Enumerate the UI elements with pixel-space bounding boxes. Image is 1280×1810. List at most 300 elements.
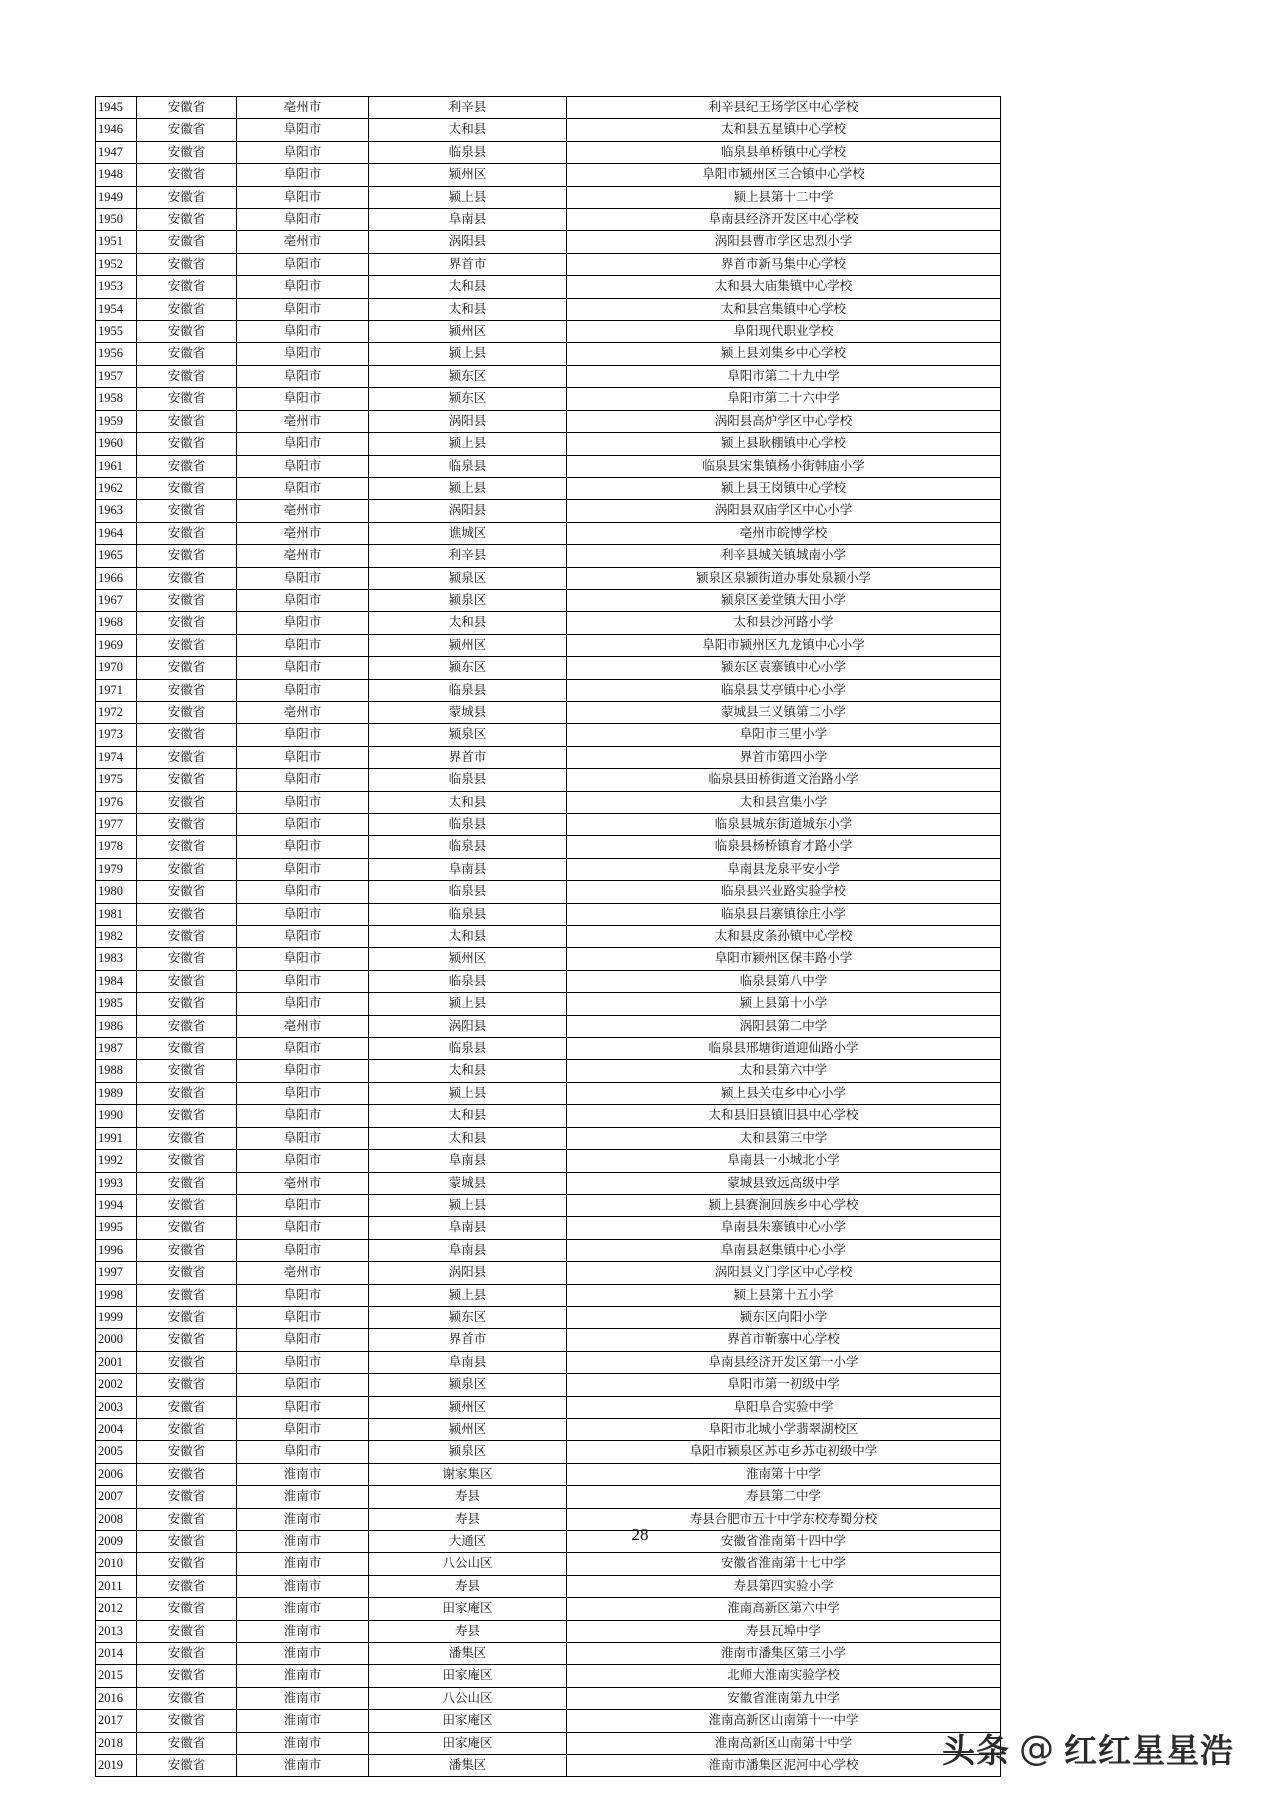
cell-row-index: 1982 <box>96 926 137 948</box>
cell-city: 阜阳市 <box>237 365 369 387</box>
cell-city: 阜阳市 <box>237 1418 369 1440</box>
cell-city: 阜阳市 <box>237 567 369 589</box>
cell-county: 八公山区 <box>369 1553 567 1575</box>
cell-row-index: 1987 <box>96 1038 137 1060</box>
table-row <box>96 1687 1001 1709</box>
cell-row-index: 1994 <box>96 1194 137 1216</box>
cell-county: 太和县 <box>369 1105 567 1127</box>
cell-county: 太和县 <box>369 926 567 948</box>
cell-province: 安徽省 <box>137 836 237 858</box>
cell-row-index: 2014 <box>96 1643 137 1665</box>
cell-city: 阜阳市 <box>237 858 369 880</box>
cell-school-name: 太和县沙河路小学 <box>567 612 1001 634</box>
cell-school-name: 阜阳市第一初级中学 <box>567 1374 1001 1396</box>
cell-province: 安徽省 <box>137 970 237 992</box>
cell-county: 颍泉区 <box>369 589 567 611</box>
cell-province: 安徽省 <box>137 814 237 836</box>
cell-school-name: 利辛县城关镇城南小学 <box>567 545 1001 567</box>
cell-row-index: 1959 <box>96 410 137 432</box>
cell-county: 太和县 <box>369 791 567 813</box>
cell-school-name: 阜阳市颍州区保丰路小学 <box>567 948 1001 970</box>
cell-city: 阜阳市 <box>237 1374 369 1396</box>
cell-row-index: 1993 <box>96 1172 137 1194</box>
cell-province: 安徽省 <box>137 1150 237 1172</box>
cell-county: 临泉县 <box>369 455 567 477</box>
cell-province: 安徽省 <box>137 634 237 656</box>
cell-province: 安徽省 <box>137 1620 237 1642</box>
cell-city: 阜阳市 <box>237 814 369 836</box>
cell-province: 安徽省 <box>137 1239 237 1261</box>
cell-city: 淮南市 <box>237 1687 369 1709</box>
cell-row-index: 1989 <box>96 1082 137 1104</box>
cell-school-name: 淮南高新区山南第十一中学 <box>567 1710 1001 1732</box>
cell-county: 潘集区 <box>369 1755 567 1777</box>
cell-row-index: 1988 <box>96 1060 137 1082</box>
cell-school-name: 太和县皮条孙镇中心学校 <box>567 926 1001 948</box>
cell-row-index: 1963 <box>96 500 137 522</box>
cell-row-index: 1962 <box>96 477 137 499</box>
cell-city: 阜阳市 <box>237 1082 369 1104</box>
cell-county: 临泉县 <box>369 141 567 163</box>
cell-province: 安徽省 <box>137 522 237 544</box>
cell-province: 安徽省 <box>137 993 237 1015</box>
cell-city: 阜阳市 <box>237 343 369 365</box>
table-row <box>96 1463 1001 1485</box>
table-row <box>96 410 1001 432</box>
cell-county: 田家庵区 <box>369 1598 567 1620</box>
cell-city: 亳州市 <box>237 545 369 567</box>
cell-row-index: 1954 <box>96 298 137 320</box>
cell-county: 颍上县 <box>369 1082 567 1104</box>
cell-row-index: 1974 <box>96 746 137 768</box>
cell-row-index: 2006 <box>96 1463 137 1485</box>
cell-row-index: 2008 <box>96 1508 137 1530</box>
table-row <box>96 1306 1001 1328</box>
cell-province: 安徽省 <box>137 343 237 365</box>
cell-city: 阜阳市 <box>237 141 369 163</box>
cell-county: 颍州区 <box>369 1396 567 1418</box>
cell-province: 安徽省 <box>137 1015 237 1037</box>
cell-province: 安徽省 <box>137 97 237 119</box>
table-row <box>96 1150 1001 1172</box>
cell-province: 安徽省 <box>137 1553 237 1575</box>
cell-county: 寿县 <box>369 1575 567 1597</box>
cell-county: 利辛县 <box>369 545 567 567</box>
cell-city: 阜阳市 <box>237 1194 369 1216</box>
cell-province: 安徽省 <box>137 1127 237 1149</box>
cell-school-name: 临泉县城东街道城东小学 <box>567 814 1001 836</box>
cell-row-index: 2012 <box>96 1598 137 1620</box>
table-row <box>96 612 1001 634</box>
cell-province: 安徽省 <box>137 926 237 948</box>
cell-school-name: 颍泉区姜堂镇大田小学 <box>567 589 1001 611</box>
cell-province: 安徽省 <box>137 433 237 455</box>
cell-school-name: 太和县大庙集镇中心学校 <box>567 276 1001 298</box>
cell-city: 淮南市 <box>237 1598 369 1620</box>
cell-row-index: 1971 <box>96 679 137 701</box>
cell-city: 阜阳市 <box>237 164 369 186</box>
table-row <box>96 1351 1001 1373</box>
cell-city: 阜阳市 <box>237 881 369 903</box>
cell-province: 安徽省 <box>137 1598 237 1620</box>
cell-county: 颍州区 <box>369 321 567 343</box>
table-row <box>96 858 1001 880</box>
cell-province: 安徽省 <box>137 1665 237 1687</box>
table-row <box>96 1239 1001 1261</box>
table-row <box>96 253 1001 275</box>
cell-school-name: 太和县宫集小学 <box>567 791 1001 813</box>
cell-row-index: 1951 <box>96 231 137 253</box>
cell-county: 太和县 <box>369 612 567 634</box>
cell-city: 阜阳市 <box>237 1217 369 1239</box>
cell-city: 亳州市 <box>237 701 369 723</box>
cell-row-index: 1973 <box>96 724 137 746</box>
cell-county: 阜南县 <box>369 209 567 231</box>
cell-row-index: 1952 <box>96 253 137 275</box>
cell-school-name: 临泉县兴业路实验学校 <box>567 881 1001 903</box>
table-row <box>96 119 1001 141</box>
cell-city: 淮南市 <box>237 1643 369 1665</box>
cell-row-index: 2016 <box>96 1687 137 1709</box>
cell-school-name: 阜阳市颍州区九龙镇中心小学 <box>567 634 1001 656</box>
cell-city: 阜阳市 <box>237 1105 369 1127</box>
watermark-at-icon: @ <box>1019 1728 1055 1769</box>
table-row <box>96 701 1001 723</box>
table-row <box>96 567 1001 589</box>
table-row <box>96 657 1001 679</box>
cell-province: 安徽省 <box>137 1396 237 1418</box>
cell-city: 阜阳市 <box>237 1150 369 1172</box>
cell-province: 安徽省 <box>137 388 237 410</box>
cell-province: 安徽省 <box>137 589 237 611</box>
cell-school-name: 太和县旧县镇旧县中心学校 <box>567 1105 1001 1127</box>
table-row <box>96 634 1001 656</box>
cell-school-name: 颍上县赛涧回族乡中心学校 <box>567 1194 1001 1216</box>
table-row <box>96 769 1001 791</box>
cell-city: 阜阳市 <box>237 388 369 410</box>
cell-province: 安徽省 <box>137 186 237 208</box>
cell-city: 阜阳市 <box>237 276 369 298</box>
cell-province: 安徽省 <box>137 253 237 275</box>
cell-school-name: 颍东区向阳小学 <box>567 1306 1001 1328</box>
cell-school-name: 临泉县邢塘街道迎仙路小学 <box>567 1038 1001 1060</box>
cell-row-index: 2003 <box>96 1396 137 1418</box>
cell-county: 界首市 <box>369 253 567 275</box>
cell-school-name: 临泉县田桥街道文治路小学 <box>567 769 1001 791</box>
table-row <box>96 433 1001 455</box>
cell-city: 阜阳市 <box>237 186 369 208</box>
cell-city: 阜阳市 <box>237 679 369 701</box>
cell-school-name: 界首市新马集中心学校 <box>567 253 1001 275</box>
cell-province: 安徽省 <box>137 276 237 298</box>
cell-row-index: 1992 <box>96 1150 137 1172</box>
cell-province: 安徽省 <box>137 1710 237 1732</box>
cell-county: 颍泉区 <box>369 567 567 589</box>
cell-row-index: 1998 <box>96 1284 137 1306</box>
cell-county: 颍东区 <box>369 388 567 410</box>
table-row <box>96 993 1001 1015</box>
page-number: 28 <box>631 1525 649 1544</box>
cell-row-index: 2011 <box>96 1575 137 1597</box>
cell-county: 临泉县 <box>369 1038 567 1060</box>
cell-province: 安徽省 <box>137 321 237 343</box>
cell-county: 界首市 <box>369 746 567 768</box>
cell-school-name: 临泉县第八中学 <box>567 970 1001 992</box>
cell-school-name: 阜南县一小城北小学 <box>567 1150 1001 1172</box>
table-row <box>96 791 1001 813</box>
cell-row-index: 1986 <box>96 1015 137 1037</box>
cell-row-index: 1945 <box>96 97 137 119</box>
cell-city: 淮南市 <box>237 1463 369 1485</box>
cell-city: 阜阳市 <box>237 1127 369 1149</box>
cell-row-index: 1947 <box>96 141 137 163</box>
table-row <box>96 1441 1001 1463</box>
table-row <box>96 1418 1001 1440</box>
cell-county: 阜南县 <box>369 1351 567 1373</box>
cell-province: 安徽省 <box>137 567 237 589</box>
table-row <box>96 1486 1001 1508</box>
cell-province: 安徽省 <box>137 1082 237 1104</box>
cell-row-index: 1990 <box>96 1105 137 1127</box>
cell-school-name: 涡阳县曹市学区忠烈小学 <box>567 231 1001 253</box>
cell-school-name: 颍上县耿棚镇中心学校 <box>567 433 1001 455</box>
table-row <box>96 477 1001 499</box>
cell-row-index: 1970 <box>96 657 137 679</box>
cell-city: 亳州市 <box>237 1172 369 1194</box>
cell-row-index: 1968 <box>96 612 137 634</box>
cell-province: 安徽省 <box>137 903 237 925</box>
cell-county: 利辛县 <box>369 97 567 119</box>
cell-row-index: 1977 <box>96 814 137 836</box>
cell-county: 颍上县 <box>369 1194 567 1216</box>
table-row <box>96 231 1001 253</box>
cell-county: 田家庵区 <box>369 1732 567 1754</box>
table-row <box>96 903 1001 925</box>
cell-county: 大通区 <box>369 1531 567 1553</box>
cell-county: 涡阳县 <box>369 231 567 253</box>
cell-city: 阜阳市 <box>237 1060 369 1082</box>
cell-school-name: 界首市靳寨中心学校 <box>567 1329 1001 1351</box>
cell-county: 阜南县 <box>369 1239 567 1261</box>
cell-row-index: 1976 <box>96 791 137 813</box>
cell-school-name: 临泉县艾亭镇中心小学 <box>567 679 1001 701</box>
cell-county: 田家庵区 <box>369 1710 567 1732</box>
cell-city: 阜阳市 <box>237 926 369 948</box>
cell-province: 安徽省 <box>137 119 237 141</box>
cell-school-name: 阜南县龙泉平安小学 <box>567 858 1001 880</box>
cell-city: 阜阳市 <box>237 657 369 679</box>
cell-row-index: 1961 <box>96 455 137 477</box>
cell-school-name: 颍泉区泉颍街道办事处泉颍小学 <box>567 567 1001 589</box>
cell-row-index: 1978 <box>96 836 137 858</box>
table-row <box>96 746 1001 768</box>
cell-city: 阜阳市 <box>237 253 369 275</box>
cell-school-name: 蒙城县三义镇第二小学 <box>567 701 1001 723</box>
table-row <box>96 970 1001 992</box>
cell-school-name: 涡阳县第二中学 <box>567 1015 1001 1037</box>
cell-city: 阜阳市 <box>237 634 369 656</box>
table-row <box>96 455 1001 477</box>
cell-county: 临泉县 <box>369 881 567 903</box>
cell-city: 阜阳市 <box>237 209 369 231</box>
cell-city: 亳州市 <box>237 1015 369 1037</box>
cell-province: 安徽省 <box>137 1306 237 1328</box>
watermark <box>942 1725 1234 1772</box>
cell-county: 涡阳县 <box>369 500 567 522</box>
table-row <box>96 1194 1001 1216</box>
cell-row-index: 1946 <box>96 119 137 141</box>
cell-row-index: 1984 <box>96 970 137 992</box>
cell-city: 淮南市 <box>237 1665 369 1687</box>
table-row <box>96 1374 1001 1396</box>
table-row <box>96 1082 1001 1104</box>
cell-city: 淮南市 <box>237 1575 369 1597</box>
cell-row-index: 1999 <box>96 1306 137 1328</box>
cell-row-index: 2013 <box>96 1620 137 1642</box>
table-row <box>96 881 1001 903</box>
table-row <box>96 1262 1001 1284</box>
cell-county: 涡阳县 <box>369 1262 567 1284</box>
cell-city: 阜阳市 <box>237 321 369 343</box>
cell-school-name: 太和县第三中学 <box>567 1127 1001 1149</box>
cell-city: 阜阳市 <box>237 612 369 634</box>
cell-city: 淮南市 <box>237 1732 369 1754</box>
cell-row-index: 2000 <box>96 1329 137 1351</box>
cell-row-index: 1985 <box>96 993 137 1015</box>
cell-city: 阜阳市 <box>237 298 369 320</box>
table-row <box>96 1329 1001 1351</box>
cell-school-name: 阜阳市三里小学 <box>567 724 1001 746</box>
cell-row-index: 1948 <box>96 164 137 186</box>
cell-row-index: 1953 <box>96 276 137 298</box>
cell-school-name: 颍上县第十小学 <box>567 993 1001 1015</box>
cell-province: 安徽省 <box>137 948 237 970</box>
table-row <box>96 948 1001 970</box>
table-row <box>96 209 1001 231</box>
cell-province: 安徽省 <box>137 365 237 387</box>
cell-province: 安徽省 <box>137 410 237 432</box>
cell-row-index: 1975 <box>96 769 137 791</box>
cell-county: 颍州区 <box>369 948 567 970</box>
cell-city: 淮南市 <box>237 1553 369 1575</box>
cell-county: 太和县 <box>369 119 567 141</box>
cell-province: 安徽省 <box>137 231 237 253</box>
cell-row-index: 2010 <box>96 1553 137 1575</box>
table-row <box>96 141 1001 163</box>
cell-province: 安徽省 <box>137 769 237 791</box>
cell-province: 安徽省 <box>137 1038 237 1060</box>
cell-row-index: 2005 <box>96 1441 137 1463</box>
cell-school-name: 临泉县单桥镇中心学校 <box>567 141 1001 163</box>
cell-province: 安徽省 <box>137 858 237 880</box>
cell-province: 安徽省 <box>137 1531 237 1553</box>
cell-school-name: 淮南高新区第六中学 <box>567 1598 1001 1620</box>
cell-province: 安徽省 <box>137 298 237 320</box>
cell-county: 临泉县 <box>369 836 567 858</box>
watermark-account-name: 红红星星浩 <box>1064 1731 1234 1770</box>
cell-school-name: 淮南高新区山南第十中学 <box>567 1732 1001 1754</box>
cell-province: 安徽省 <box>137 141 237 163</box>
table-row <box>96 276 1001 298</box>
cell-school-name: 阜阳市北城小学翡翠湖校区 <box>567 1418 1001 1440</box>
cell-row-index: 1972 <box>96 701 137 723</box>
cell-province: 安徽省 <box>137 791 237 813</box>
cell-city: 阜阳市 <box>237 119 369 141</box>
table-row <box>96 1553 1001 1575</box>
table-row <box>96 814 1001 836</box>
cell-city: 阜阳市 <box>237 589 369 611</box>
cell-school-name: 寿县合肥市五十中学东校寿蜀分校 <box>567 1508 1001 1530</box>
cell-school-name: 阜南县经济开发区第一小学 <box>567 1351 1001 1373</box>
cell-city: 亳州市 <box>237 231 369 253</box>
cell-province: 安徽省 <box>137 1172 237 1194</box>
cell-province: 安徽省 <box>137 477 237 499</box>
cell-school-name: 界首市第四小学 <box>567 746 1001 768</box>
cell-city: 阜阳市 <box>237 477 369 499</box>
table-row <box>96 679 1001 701</box>
cell-school-name: 颍上县刘集乡中心学校 <box>567 343 1001 365</box>
cell-province: 安徽省 <box>137 1732 237 1754</box>
cell-city: 阜阳市 <box>237 948 369 970</box>
cell-province: 安徽省 <box>137 1755 237 1777</box>
cell-school-name: 颍上县第十二中学 <box>567 186 1001 208</box>
cell-county: 阜南县 <box>369 1217 567 1239</box>
cell-city: 阜阳市 <box>237 1396 369 1418</box>
cell-county: 谯城区 <box>369 522 567 544</box>
cell-province: 安徽省 <box>137 1105 237 1127</box>
cell-city: 淮南市 <box>237 1486 369 1508</box>
cell-province: 安徽省 <box>137 1262 237 1284</box>
table-row <box>96 1060 1001 1082</box>
cell-city: 淮南市 <box>237 1531 369 1553</box>
cell-city: 亳州市 <box>237 1262 369 1284</box>
cell-row-index: 1956 <box>96 343 137 365</box>
cell-county: 涡阳县 <box>369 410 567 432</box>
cell-school-name: 临泉县杨桥镇育才路小学 <box>567 836 1001 858</box>
cell-county: 临泉县 <box>369 903 567 925</box>
cell-county: 临泉县 <box>369 769 567 791</box>
cell-province: 安徽省 <box>137 1575 237 1597</box>
table-row <box>96 1172 1001 1194</box>
cell-province: 安徽省 <box>137 500 237 522</box>
cell-province: 安徽省 <box>137 679 237 701</box>
cell-city: 阜阳市 <box>237 1284 369 1306</box>
cell-school-name: 阜阳现代职业学校 <box>567 321 1001 343</box>
cell-county: 临泉县 <box>369 679 567 701</box>
cell-county: 颍上县 <box>369 477 567 499</box>
cell-city: 阜阳市 <box>237 903 369 925</box>
cell-county: 颍泉区 <box>369 1441 567 1463</box>
cell-row-index: 1996 <box>96 1239 137 1261</box>
cell-school-name: 蒙城县致远高级中学 <box>567 1172 1001 1194</box>
cell-province: 安徽省 <box>137 1418 237 1440</box>
cell-province: 安徽省 <box>137 612 237 634</box>
cell-row-index: 2017 <box>96 1710 137 1732</box>
table-row <box>96 545 1001 567</box>
cell-county: 颍上县 <box>369 1284 567 1306</box>
cell-city: 阜阳市 <box>237 433 369 455</box>
cell-city: 亳州市 <box>237 522 369 544</box>
cell-province: 安徽省 <box>137 455 237 477</box>
table-row <box>96 589 1001 611</box>
cell-county: 颍泉区 <box>369 1374 567 1396</box>
cell-row-index: 2019 <box>96 1755 137 1777</box>
cell-county: 颍泉区 <box>369 724 567 746</box>
cell-county: 太和县 <box>369 298 567 320</box>
cell-row-index: 2018 <box>96 1732 137 1754</box>
cell-school-name: 阜阳市颍泉区苏屯乡苏屯初级中学 <box>567 1441 1001 1463</box>
cell-row-index: 1950 <box>96 209 137 231</box>
